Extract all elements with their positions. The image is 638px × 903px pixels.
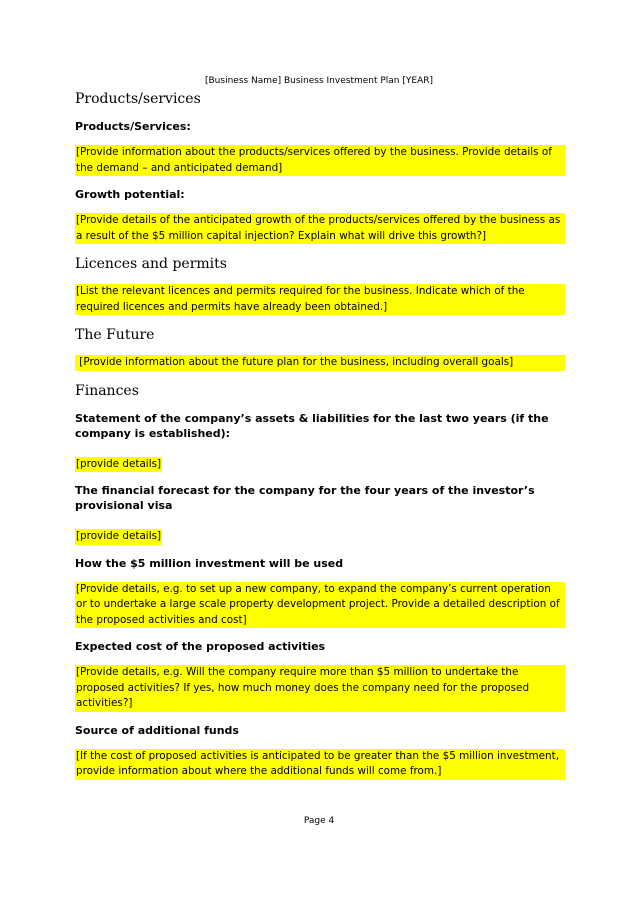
heading-licences-permits: Licences and permits	[75, 256, 227, 272]
placeholder-the-future: [Provide information about the future plan for the business, including overall goals]	[75, 355, 565, 371]
label-financial-forecast: The financial forecast for the company for the four years of the investor’s provisional visa	[75, 484, 535, 512]
label-investment-use: How the $5 million investment will be used	[75, 556, 344, 570]
label-products-services: Products/Services:	[75, 120, 191, 133]
placeholder-growth-potential: [Provide details of the anticipated growth of the products/services offered by the business as a result of the $5 million capital injection? Explain what will drive this growth?]	[75, 213, 565, 244]
label-expected-cost: Expected cost of the proposed activities	[75, 640, 326, 653]
placeholder-expected-cost: [Provide details, e.g. Will the company require more than $5 million to undertake the proposed activities? If yes, how much money does the company need for the proposed activities?]	[75, 665, 565, 712]
heading-finances: Finances	[75, 382, 139, 399]
label-additional-funds: Source of additional funds	[75, 723, 239, 737]
placeholder-products-services: [Provide information about the products/services offered by the business. Provide details of the demand – and anticipated demand]	[75, 145, 565, 176]
placeholder-financial-forecast: [provide details]	[75, 529, 162, 545]
placeholder-investment-use: [Provide details, e.g. to set up a new company, to expand the company’s current operation or to undertake a large scale property development project. Provide a detailed description of the proposed activities and cost]	[75, 582, 565, 629]
document-body	[75, 90, 565, 791]
placeholder-assets-liabilities: [provide details]	[75, 457, 162, 473]
placeholder-licences-permits: [List the relevant licences and permits required for the business. Indicate which of the required licences and permits have already been obtained.]	[75, 284, 565, 315]
label-growth-potential: Growth potential:	[75, 188, 185, 201]
heading-the-future: The Future	[75, 327, 155, 343]
page-number: Page 4	[303, 816, 335, 826]
placeholder-additional-funds: [If the cost of proposed activities is anticipated to be greater than the $5 million investment, provide information about where the additional funds will come from.]	[75, 749, 565, 780]
label-assets-liabilities: Statement of the company’s assets & liabilities for the last two years (if the company is established):	[75, 411, 549, 440]
page-header: [Business Name] Business Investment Plan [YEAR]	[205, 76, 433, 86]
heading-products-services: Products/services	[75, 91, 201, 107]
